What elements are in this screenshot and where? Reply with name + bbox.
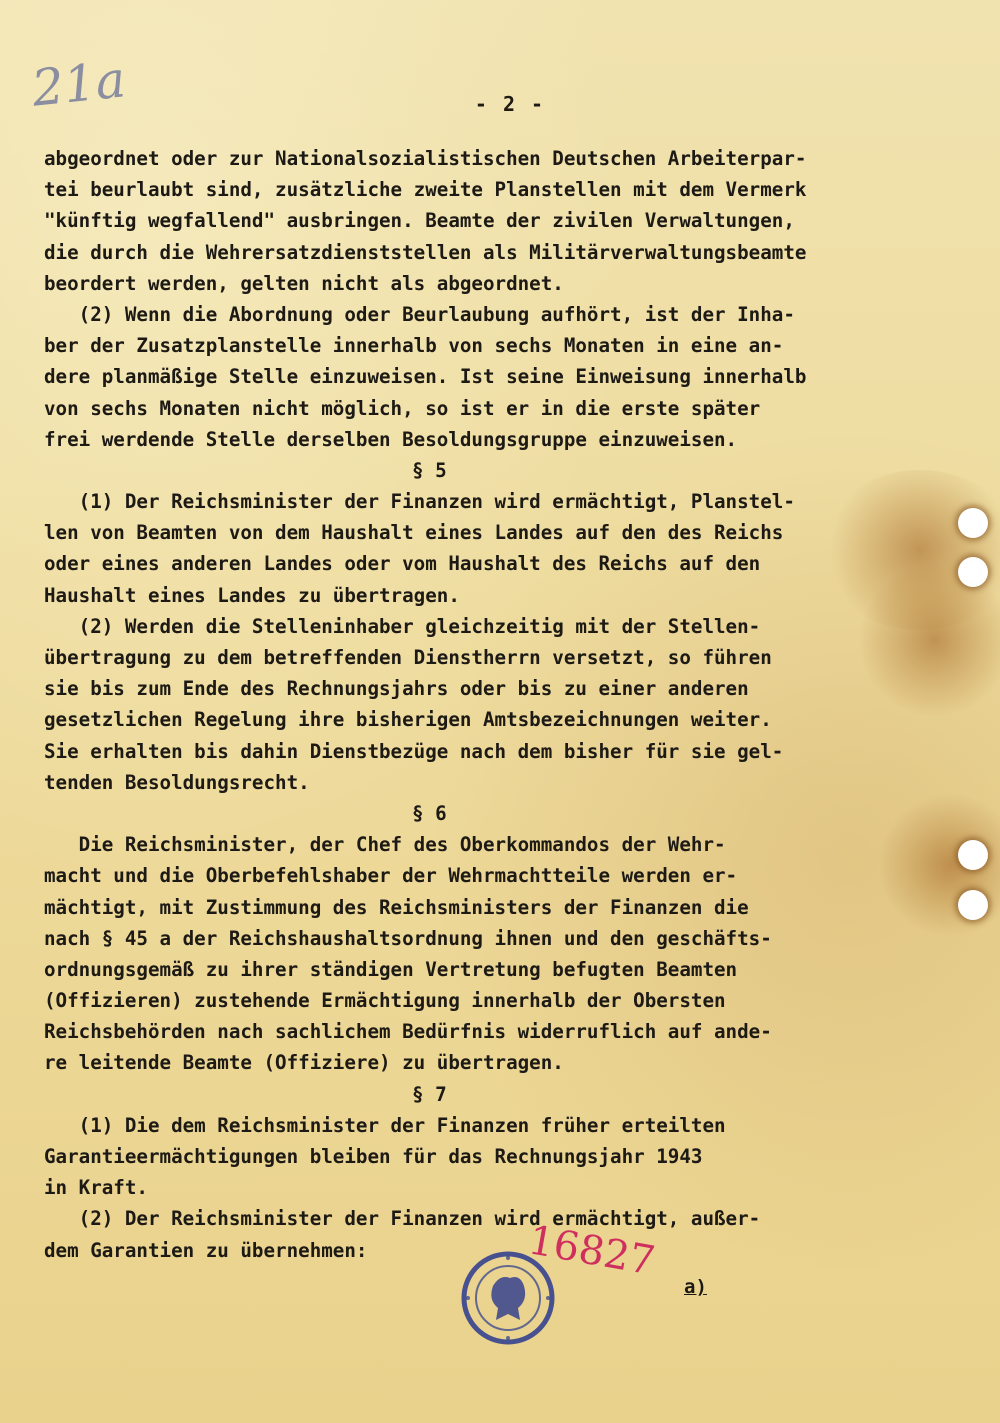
text-line: abgeordnet oder zur Nationalsozialistischen Deutschen Arbeiterpar- <box>44 147 807 170</box>
section-heading: § 6 <box>412 801 447 825</box>
section-heading: § 7 <box>412 1082 447 1106</box>
text-line: (2) Wenn die Abordnung oder Beurlaubung aufhört, ist der Inha- <box>44 302 795 326</box>
pencil-annotation: 21a <box>29 50 129 118</box>
text-line: frei werdende Stelle derselben Besoldungsgruppe einzuweisen. <box>44 427 738 451</box>
text-line: Reichsbehörden nach sachlichem Bedürfnis widerruflich auf ande- <box>44 1020 772 1044</box>
text-line: oder eines anderen Landes oder vom Haushalt des Reichs auf den <box>44 552 761 576</box>
text-line: Sie erhalten bis dahin Dienstbezüge nach dem bisher für sie gel- <box>44 739 784 763</box>
text-line: übertragung zu dem betreffenden Dienstherrn versetzt, so führen <box>44 646 772 669</box>
text-line: tenden Besoldungsrecht. <box>44 770 310 794</box>
stamp-number: 16827 <box>524 1217 659 1285</box>
text-line: in Kraft. <box>44 1176 148 1200</box>
text-line: mächtigt, mit Zustimmung des Reichsministers der Finanzen die <box>44 895 749 919</box>
text-line: Garantieermächtigungen bleiben für das Rechnungsjahr 1943 <box>44 1145 703 1168</box>
text-line: Haushalt eines Landes zu übertragen. <box>44 583 460 607</box>
text-line: (1) Die dem Reichsminister der Finanzen früher erteilten <box>44 1113 726 1137</box>
text-line: ber der Zusatzplanstelle innerhalb von sechs Monaten in eine an- <box>44 334 784 358</box>
text-line: die durch die Wehrersatzdienststellen als Militärverwaltungsbeamte <box>44 240 807 264</box>
punch-hole <box>958 840 988 870</box>
punch-hole <box>958 890 988 920</box>
text-line: Die Reichsminister, der Chef des Oberkommandos der Wehr- <box>44 833 726 857</box>
text-line: (1) Der Reichsminister der Finanzen wird ermächtigt, Planstel- <box>44 490 795 514</box>
text-line: (2) Der Reichsminister der Finanzen wird ermächtigt, außer- <box>44 1207 761 1231</box>
punch-hole <box>958 557 988 587</box>
page-number: - 2 - <box>474 92 546 116</box>
text-line: re leitende Beamte (Offiziere) zu übertragen. <box>44 1051 564 1075</box>
text-line: dem Garantien zu übernehmen: <box>44 1238 368 1262</box>
text-line: von sechs Monaten nicht möglich, so ist er in die erste später <box>44 396 761 420</box>
text-line: tei beurlaubt sind, zusätzliche zweite Planstellen mit dem Vermerk <box>44 178 807 202</box>
text-line: nach § 45 a der Reichshaushaltsordnung ihnen und den geschäfts- <box>44 926 772 950</box>
text-line: gesetzlichen Regelung ihre bisherigen Amtsbezeichnungen weiter. <box>44 708 772 732</box>
punch-hole <box>958 508 988 538</box>
document-body <box>44 143 904 1266</box>
section-heading: § 5 <box>412 458 447 482</box>
continuation-marker: a) <box>684 1276 707 1298</box>
text-line: beordert werden, gelten nicht als abgeordnet. <box>44 271 564 295</box>
text-line: (Offizieren) zustehende Ermächtigung innerhalb der Obersten <box>44 989 726 1013</box>
text-line: dere planmäßige Stelle einzuweisen. Ist seine Einweisung innerhalb <box>44 365 807 389</box>
text-line: len von Beamten von dem Haushalt eines Landes auf den des Reichs <box>44 521 784 545</box>
text-line: sie bis zum Ende des Rechnungsjahrs oder bis zu einer anderen <box>44 677 749 701</box>
text-line: (2) Werden die Stelleninhaber gleichzeitig mit der Stellen- <box>44 614 761 638</box>
text-line: macht und die Oberbefehlshaber der Wehrmachtteile werden er- <box>44 864 738 888</box>
text-line: "künftig wegfallend" ausbringen. Beamte der zivilen Verwaltungen, <box>44 209 795 233</box>
text-line: ordnungsgemäß zu ihrer ständigen Vertretung befugten Beamten <box>44 957 738 981</box>
